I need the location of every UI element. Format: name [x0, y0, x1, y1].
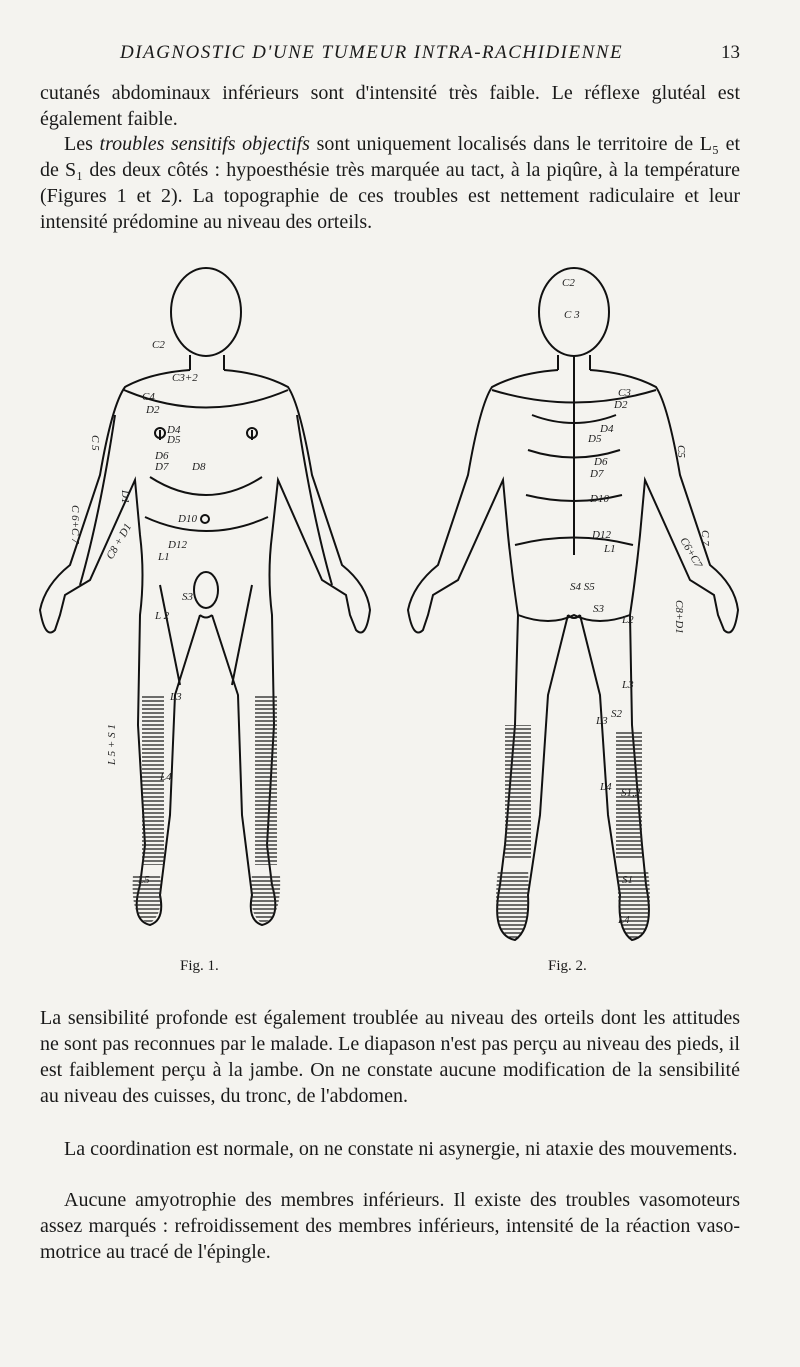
fig2-label-d6: D6 [594, 456, 608, 468]
fig2-label-s12: S1,2 [621, 787, 641, 799]
fig1-label-l5s1: L 5 + S 1 [106, 724, 118, 765]
figure-1-front-body [40, 268, 370, 925]
fig1-label-l1: L1 [158, 551, 170, 563]
dermatome-figures [0, 255, 800, 995]
fig1-label-l2: L 2 [155, 610, 170, 622]
fig1-label-c8d1: C8 + D1 [104, 521, 135, 562]
fig1-label-c4: C4 [142, 391, 155, 403]
figure-1-right-foot-hatching [251, 875, 280, 923]
fig1-label-d8: D8 [192, 461, 206, 473]
fig2-label-l1: L1 [604, 543, 616, 555]
paragraph-sensory-troubles [40, 131, 740, 235]
figure-2-left-leg-hatching [505, 725, 531, 860]
fig2-label-s1: S1 [622, 874, 633, 886]
fig2-label-l2: L2 [622, 614, 634, 626]
fig1-label-l3: L3 [170, 691, 182, 703]
fig1-label-s3: S3 [182, 591, 193, 603]
figure-area [0, 255, 800, 995]
fig2-label-c3r: C3 [618, 387, 631, 399]
emphasis-sensory-troubles: troubles sensitifs objectifs [99, 133, 310, 155]
page-number: 13 [721, 42, 740, 63]
figure-1-caption: Fig. 1. [180, 958, 219, 974]
running-title: DIAGNOSTIC D'UNE TUMEUR INTRA-RACHIDIENNE [120, 42, 624, 63]
fig1-label-l5: L5 [138, 874, 150, 886]
fig1-label-d2: D2 [146, 404, 160, 416]
fig1-label-c2: C2 [152, 339, 165, 351]
figure-1-labels [69, 339, 206, 886]
fig2-label-d10: D10 [590, 493, 609, 505]
paragraph-reflexes: cutanés abdominaux inférieurs sont d'intensité très faible. Le réflexe glutéal est également faible. [40, 82, 740, 130]
fig2-label-d7: D7 [590, 468, 604, 480]
fig2-label-c7: C 7 [699, 530, 711, 546]
paragraph-sensory-body: sont uniquement localisés dans le territoire de L₅ et de S₁ des deux côtés : hypoesthésie très marquée au tact, à la piqûre, à la température (Figures 1 et 2). La topographie de ces troubles est nettement radiculaire et leur intensité prédomine au niveau des orteils. [40, 133, 741, 233]
figure-2-caption: Fig. 2. [548, 958, 587, 974]
fig2-label-d4: D4 [600, 423, 614, 435]
fig2-label-c5: C5 [675, 445, 687, 458]
fig1-label-c6c7: C 6+C 7 [69, 505, 81, 544]
fig1-label-d1: D1 [119, 490, 131, 504]
figure-2-back-body [408, 268, 738, 940]
fig2-label-d12: D12 [592, 529, 611, 541]
fig2-label-l4b: L4 [618, 914, 630, 926]
page-header [40, 42, 740, 72]
figure-1-right-leg-hatching [255, 695, 277, 865]
fig1-label-c3c4: C3+2 [172, 372, 198, 384]
fig2-label-l3: L3 [622, 679, 634, 691]
fig2-label-c8d1: C8+D1 [673, 600, 685, 634]
fig2-label-s2: S2 [611, 708, 622, 720]
fig1-label-d4: D4 [167, 424, 181, 436]
fig1-label-d6: D6 [155, 450, 169, 462]
fig2-label-d2: D2 [614, 399, 628, 411]
paragraph-vasomotor: Aucune amyotrophie des membres inférieurs. Il existe des troubles vasomoteurs assez marqués : refroidissement des membres inférieurs, intensité de la réaction vaso-motrice au tracé de l'épingle. [40, 1189, 740, 1263]
fig2-label-c2: C2 [562, 277, 575, 289]
fig1-label-c5: C 5 [89, 435, 101, 451]
paragraph-coordination: La coordination est normale, on ne constate ni asynergie, ni ataxie des mouvements. [64, 1138, 738, 1160]
fig2-label-l4: L4 [600, 781, 612, 793]
fig2-label-s3: S3 [593, 603, 604, 615]
paragraph-deep-sensibility: La sensibilité profonde est également troublée au niveau des orteils dont les attitudes ne sont pas reconnues par le malade. Le diapason n'est pas perçu au niveau des pieds, il est faiblement perçu à la jambe. On ne constate aucune modification de la sensibilité au niveau des cuisses, du tronc, de l'abdomen. [40, 1007, 740, 1107]
fig1-label-d5: D5 [167, 434, 181, 446]
fig2-label-c3: C 3 [564, 309, 580, 321]
fig2-label-d5: D5 [588, 433, 602, 445]
fig2-label-c6c7: C6+C7 [677, 535, 705, 571]
fig1-label-d10: D10 [178, 513, 197, 525]
paragraph-sensory-intro: Les [64, 133, 100, 155]
fig2-label-l3b: L3 [596, 715, 608, 727]
fig2-label-s4s5: S4 S5 [570, 581, 595, 593]
fig1-label-d12: D12 [168, 539, 187, 551]
fig1-label-d7: D7 [155, 461, 169, 473]
fig1-label-l4: L4 [160, 771, 172, 783]
